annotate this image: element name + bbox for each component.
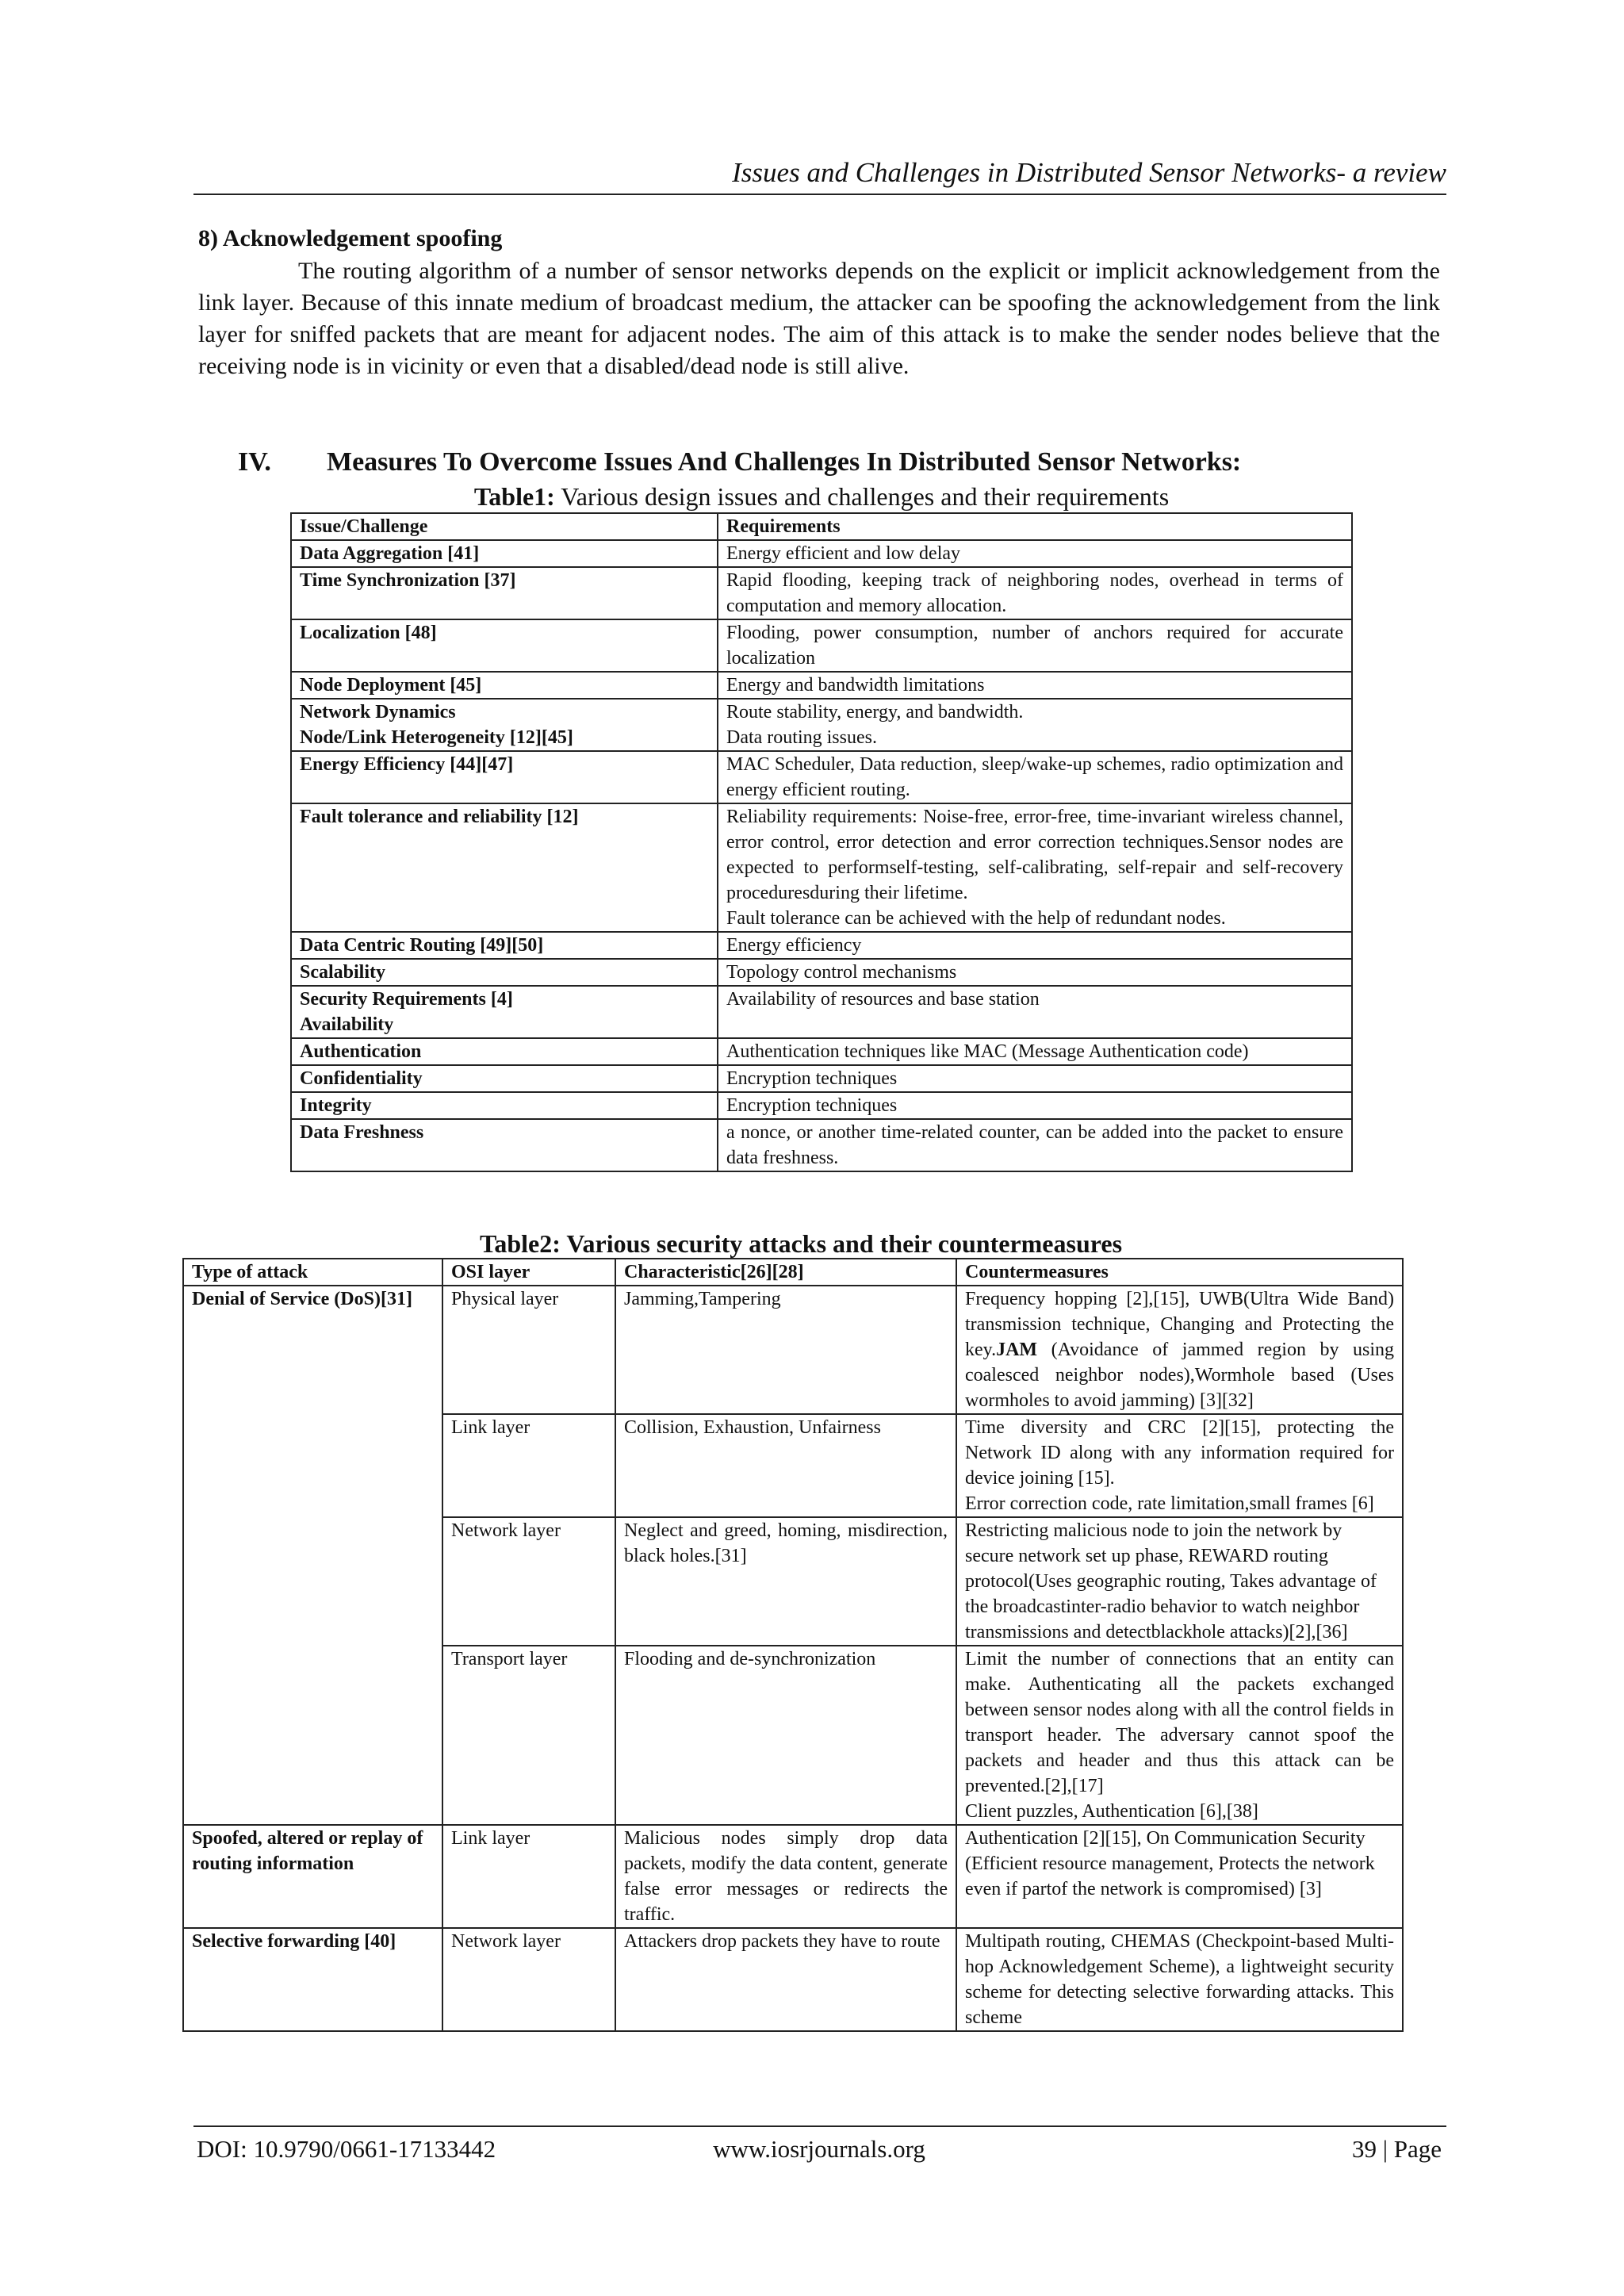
table2-counter-cell: Restricting malicious node to join the network by secure network set up phase, REWARD routing protocol(Uses geographic routing, Takes advantage of the broadcastinter-radio behavior to watch neighbor transmissions and detectblackhole attacks)[2],[36] [956,1517,1403,1646]
table2-char-cell: Malicious nodes simply drop data packets, modify the data content, generate false error messages or redirects the traffic. [615,1825,956,1928]
table2-char-cell: Neglect and greed, homing, misdirection, black holes.[31] [615,1517,956,1646]
table1-req-cell [718,803,1352,932]
table1-req-cell: Authentication techniques like MAC (Message Authentication code) [718,1038,1352,1065]
table-row [291,803,1352,932]
footer-rule [193,2125,1446,2127]
table-row [183,1928,1403,2031]
table2-counter-cell [956,1414,1403,1517]
table1-req-cell: Flooding, power consumption, number of anchors required for accurate localization [718,619,1352,672]
table-row [183,1825,1403,1928]
table1-issue-cell: Confidentiality [291,1065,718,1092]
table-row [291,751,1352,803]
table-row [291,672,1352,699]
body-paragraph: The routing algorithm of a number of sensor networks depends on the explicit or implicit acknowledgement from the link layer. Because of this innate medium of broadcast medium, the attacker can be spoofing the acknowledgement from the link layer for sniffed packets that are meant for adjacent nodes. The aim of this attack is to make the sender nodes believe that the receiving node is in vicinity or even that a disabled/dead node is still alive. [198,258,1440,379]
table1-issue-cell: Localization [48] [291,619,718,672]
table1-issue-cell: Data Centric Routing [49][50] [291,932,718,959]
table-row [291,1065,1352,1092]
table1-req-line: Route stability, energy, and bandwidth. [726,702,1024,723]
table2-char-cell: Flooding and de-synchronization [615,1646,956,1825]
table1-issue-cell [291,699,718,751]
section-number: IV. [238,447,271,477]
table1-caption-label: Table1: [473,482,555,511]
table-row [291,986,1352,1038]
table1-caption-text: Various design issues and challenges and their requirements [554,482,1170,511]
table1-req-cell: Encryption techniques [718,1092,1352,1119]
table2-header-cell: Characteristic[26][28] [615,1259,956,1286]
table1-issue-cell: Node Deployment [45] [291,672,718,699]
table-row [291,567,1352,619]
table2-char-cell: Attackers drop packets they have to route [615,1928,956,2031]
table1-header-row [291,513,1352,540]
table1-req-cell: Energy efficiency [718,932,1352,959]
table1-issue-line: Node/Link Heterogeneity [12][45] [300,727,573,748]
table1-req-cell: Energy and bandwidth limitations [718,672,1352,699]
table-row [291,1119,1352,1171]
table1-issue-line: Security Requirements [4] [300,989,513,1010]
table-row [291,932,1352,959]
table2-char-cell: Jamming,Tampering [615,1286,956,1414]
table1-issue-cell [291,986,718,1038]
table1-req-cell [718,986,1352,1038]
table2-layer-cell: Transport layer [442,1646,615,1825]
table1-header-cell: Requirements [718,513,1352,540]
table2-header-cell: Type of attack [183,1259,442,1286]
table2-counter-cell: Authentication [2][15], On Communication Security (Efficient resource management, Protects the network even if partof the network is compromised) [3] [956,1825,1403,1928]
table2-header-cell: Countermeasures [956,1259,1403,1286]
table2-counter-cell: Multipath routing, CHEMAS (Checkpoint-based Multi-hop Acknowledgement Scheme), a lightweight security scheme for detecting selective forwarding attacks. This scheme [956,1928,1403,2031]
table1-issue-line: Network Dynamics [300,702,456,723]
table2-layer-cell: Physical layer [442,1286,615,1414]
table1 [290,512,1353,1172]
section-heading: 8) Acknowledgement spoofing [198,225,503,251]
table1-req-line: Fault tolerance can be achieved with the help of redundant nodes. [726,908,1226,929]
table-row [291,1038,1352,1065]
table2-attack-cell: Spoofed, altered or replay of routing information [183,1825,442,1928]
table2-counter-cell [956,1286,1403,1414]
table2-attack-cell: Denial of Service (DoS)[31] [183,1286,442,1825]
running-header: Issues and Challenges in Distributed Sensor Networks- a review [732,157,1446,188]
table1-issue-cell: Fault tolerance and reliability [12] [291,803,718,932]
table2-attack-cell: Selective forwarding [40] [183,1928,442,2031]
table2-counter-text: (Avoidance of jammed region by using coalesced neighbor nodes),Wormhole based (Uses wormholes to avoid jamming) [3][32] [965,1340,1394,1411]
table1-req-line: Data routing issues. [726,727,877,748]
table1-req-cell: Energy efficient and low delay [718,540,1352,567]
table2-counter-line: Time diversity and CRC [2][15], protecting the Network ID along with any information required for device joining [15]. [965,1417,1394,1489]
table1-header-cell: Issue/Challenge [291,513,718,540]
table1-issue-cell: Data Freshness [291,1119,718,1171]
table1-req-cell: Encryption techniques [718,1065,1352,1092]
table2 [182,1258,1404,2032]
table1-req-cell: a nonce, or another time-related counter, can be added into the packet to ensure data freshness. [718,1119,1352,1171]
table2-counter-text: Frequency hopping [2],[15], UWB(Ultra Wide Band) transmission technique, Changing and Protecting the key. [965,1289,1394,1360]
table2-layer-cell: Network layer [442,1928,615,2031]
table1-req-cell: Rapid flooding, keeping track of neighboring nodes, overhead in terms of computation and memory allocation. [718,567,1352,619]
table1-issue-cell: Authentication [291,1038,718,1065]
table2-header-cell: OSI layer [442,1259,615,1286]
table2-counter-line: Limit the number of connections that an entity can make. Authenticating all the packets exchanged between sensor nodes along with all the control fields in transport header. The adversary cannot spoof the packets and header and thus this attack can be prevented.[2],[17] [965,1649,1394,1796]
table1-req-cell: MAC Scheduler, Data reduction, sleep/wake-up schemes, radio optimization and energy efficient routing. [718,751,1352,803]
table1-req-cell: Topology control mechanisms [718,959,1352,986]
table-row [291,540,1352,567]
table2-layer-cell: Link layer [442,1414,615,1517]
table2-counter-bold: JAM [996,1340,1038,1360]
table1-issue-cell: Data Aggregation [41] [291,540,718,567]
table1-issue-cell: Time Synchronization [37] [291,567,718,619]
table1-req-line: Reliability requirements: Noise-free, error-free, time-invariant wireless channel, error control, error detection and error correction techniques.Sensor nodes are expected to performself-testing, self-calibrating, self-repair and self-recovery proceduresduring their lifetime. [726,807,1343,903]
table1-issue-cell: Energy Efficiency [44][47] [291,751,718,803]
header-rule [193,194,1446,195]
table2-counter-line: Error correction code, rate limitation,small frames [6] [965,1493,1374,1514]
table1-issue-line: Availability [300,1014,394,1035]
table2-layer-cell: Network layer [442,1517,615,1646]
table2-layer-cell: Link layer [442,1825,615,1928]
footer-website: www.iosrjournals.org [713,2135,925,2163]
table-row [291,1092,1352,1119]
section-title: Measures To Overcome Issues And Challenges In Distributed Sensor Networks: [327,447,1242,477]
table2-char-cell: Collision, Exhaustion, Unfairness [615,1414,956,1517]
footer-page-number: 39 | Page [1352,2135,1442,2163]
table-row [291,959,1352,986]
table-row [291,619,1352,672]
table2-counter-cell [956,1646,1403,1825]
footer-doi: DOI: 10.9790/0661-17133442 [197,2135,496,2163]
table2-header-row [183,1259,1403,1286]
table2-caption: Table2: Various security attacks and their countermeasures [479,1229,1123,1258]
table1-req-line: Availability of resources and base station [726,989,1040,1010]
table1-issue-cell: Integrity [291,1092,718,1119]
table-row [291,699,1352,751]
table2-counter-line: Client puzzles, Authentication [6],[38] [965,1801,1258,1822]
table-row [183,1286,1403,1414]
table1-issue-cell: Scalability [291,959,718,986]
table1-req-cell [718,699,1352,751]
table1-caption [290,481,1353,512]
